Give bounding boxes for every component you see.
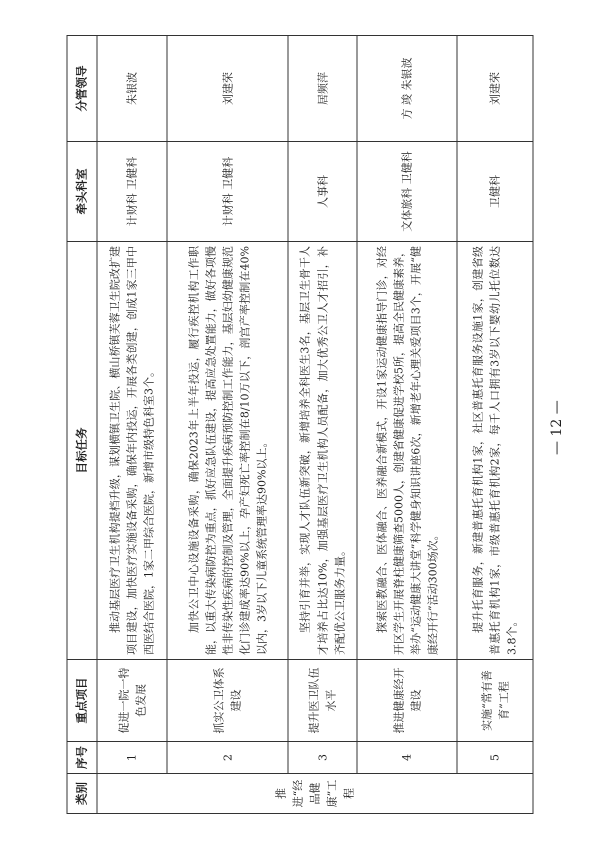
- row-index: 5: [457, 741, 533, 773]
- row-index: 1: [97, 741, 167, 773]
- rotated-table-container: [67, 36, 534, 814]
- header-task: 目标任务: [67, 241, 97, 659]
- header-project: 重点项目: [67, 659, 97, 741]
- row-index: 4: [357, 741, 458, 773]
- header-leader: 分管领导: [67, 35, 97, 141]
- row-project: 抓实公卫体系建设: [167, 659, 288, 741]
- row-task: 坚持引育并举，实现人才队伍新突破，新增培养全科医生3名，基层卫生骨干人才培养占比达10%，加强基层医疗卫生机构人员配备，加大优秀公卫人才招引，补齐配优公卫服务力量。: [288, 241, 356, 659]
- row-leader: 朱银波: [97, 35, 167, 141]
- row-leader: 居频萍: [288, 35, 356, 141]
- row-leader: 刘建荣: [167, 35, 288, 141]
- header-category: 类别: [67, 773, 97, 813]
- row-task: 提升托育服务，新建普惠托育机构1家，社区普惠托育服务设施1家，创建省级普惠托育机构1家，市级普惠托育机构2家，每千人口拥有3岁以下婴幼儿托位数达3.8个。: [457, 241, 533, 659]
- table-header-row: [67, 35, 97, 813]
- category-cell: 推进“经品健康”工程: [97, 773, 533, 813]
- page-number: — 12 —: [549, 400, 565, 455]
- table-row: [288, 35, 356, 813]
- row-project: 提升医卫队伍水平: [288, 659, 356, 741]
- row-project: 推进健康经开建设: [357, 659, 458, 741]
- row-dept: 人事科: [288, 141, 356, 241]
- task-table: [67, 35, 534, 814]
- header-index: 序号: [67, 741, 97, 773]
- table-row: [357, 35, 458, 813]
- header-dept: 牵头科室: [67, 141, 97, 241]
- row-index: 2: [167, 741, 288, 773]
- row-task: 探索医教融合、医体融合、医养融合新模式，开设1家运动健康指导门诊，对经开区学生开展脊柱健康筛查5000人，创建省健康促进学校5所，提高全民健康素养，举办“运动健康大讲堂”科学健身知识讲座6次，新增老年心理关爱项目3个，开展“健康经开行”活动300场次。: [357, 241, 458, 659]
- row-dept: 卫健科: [457, 141, 533, 241]
- row-project: 促进一院一特色发展: [97, 659, 167, 741]
- row-dept: 文体旅科 卫健科: [357, 141, 458, 241]
- row-leader: 方 竣 朱银波: [357, 35, 458, 141]
- table-row: [97, 35, 167, 813]
- row-task: 推动基层医疗卫生机构提档升级，谋划横镇卫生院、横山桥镇芙蓉卫生院改扩建项目建设，加快医疗实施设备采购，确保年内投运，开展各类创建，创成1家三甲中西医结合医院，1家二甲综合医院，新增市级特色科室3个。: [97, 241, 167, 659]
- row-project: 实施“常有善育”工程: [457, 659, 533, 741]
- row-dept: 计财科 卫健科: [97, 141, 167, 241]
- row-index: 3: [288, 741, 356, 773]
- row-leader: 刘建荣: [457, 35, 533, 141]
- table-row: [167, 35, 288, 813]
- row-dept: 计财科 卫健科: [167, 141, 288, 241]
- row-task: 加快公卫中心设施设备采购，确保2023年上半年投运，履行疾控机构工作职能，以重大传染病防控为重点，抓好应急队伍建设，提高应急处置能力，做好各项慢性非传染性疾病的控制及管理，全面提升疾病预防控制工作能力，基层妇幼健康规范化门诊建成率达90%以上，孕产妇死亡率控制在8/10万以下，剖宫产率控制在40%以内，3岁以下儿童系统管理率达90%以上。: [167, 241, 288, 659]
- table-row: [457, 35, 533, 813]
